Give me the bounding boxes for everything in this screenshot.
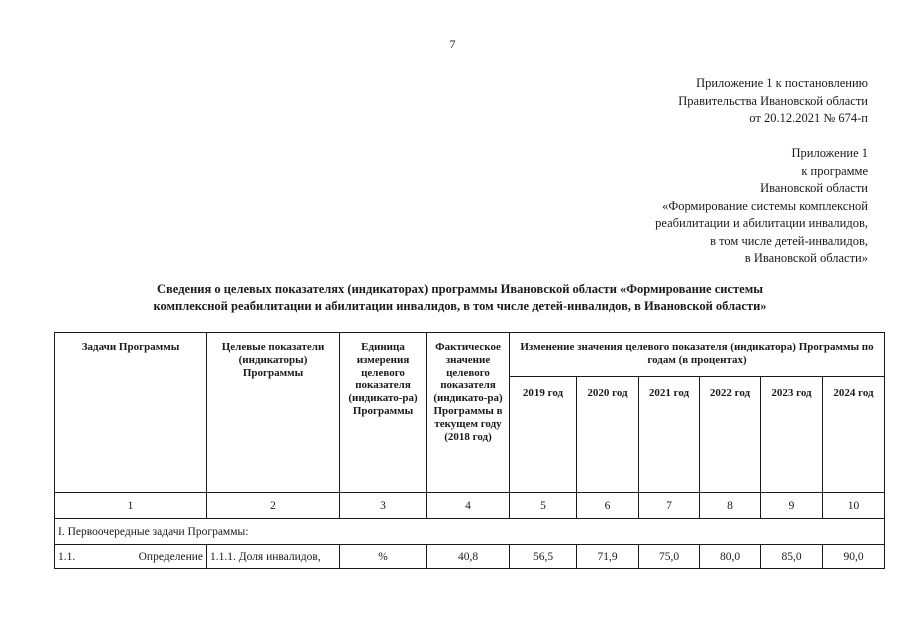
column-number: 6 (577, 493, 639, 519)
appendix-line: Приложение 1 (791, 146, 868, 160)
column-number: 7 (639, 493, 700, 519)
appendix-line: реабилитации и абилитации инвалидов, (655, 216, 868, 230)
year-value-cell: 90,0 (823, 545, 885, 569)
page-number: 7 (449, 37, 456, 51)
header-row (55, 333, 885, 377)
column-number: 2 (207, 493, 340, 519)
year-value-cell: 85,0 (761, 545, 823, 569)
header-year: 2020 год (577, 377, 639, 493)
appendix-to-resolution (678, 75, 868, 128)
title-line: комплексной реабилитации и абилитации инвалидов, в том числе детей-инвалидов, в Ивановской области» (153, 299, 767, 313)
appendix-line: от 20.12.2021 № 674-п (749, 111, 868, 125)
header-change-by-year: Изменение значения целевого показателя (индикатора) Программы по годам (в процентах) (510, 333, 885, 377)
header-year: 2022 год (700, 377, 761, 493)
task-number: 1.1. (58, 551, 76, 563)
header-actual-value: Фактическое значение целевого показателя (индикато-ра) Программы в текущем году (2018 год) (427, 333, 510, 493)
header-unit: Единица измерения целевого показателя (индикато-ра) Программы (340, 333, 427, 493)
column-number: 10 (823, 493, 885, 519)
task-text: Определение (138, 551, 203, 563)
title-line: Сведения о целевых показателях (индикаторах) программы Ивановской области «Формирование системы (157, 282, 763, 296)
indicator-cell: 1.1.1. Доля инвалидов, (207, 545, 340, 569)
column-number: 9 (761, 493, 823, 519)
year-value-cell: 80,0 (700, 545, 761, 569)
appendix-to-program (655, 145, 868, 268)
column-numbers-row (55, 493, 885, 519)
header-year: 2021 год (639, 377, 700, 493)
column-number: 8 (700, 493, 761, 519)
header-tasks: Задачи Программы (55, 333, 207, 493)
table-row (55, 545, 885, 569)
task-cell (55, 545, 207, 569)
header-year: 2023 год (761, 377, 823, 493)
section-row (55, 519, 885, 545)
appendix-line: «Формирование системы комплексной (662, 198, 868, 213)
appendix-line: к программе (801, 163, 868, 178)
appendix-line: Правительства Ивановской области (678, 93, 868, 108)
header-year: 2024 год (823, 377, 885, 493)
column-number: 5 (510, 493, 577, 519)
document-title (60, 281, 860, 315)
appendix-line: Ивановской области (760, 181, 868, 195)
indicators-table (54, 332, 885, 569)
unit-cell: % (340, 545, 427, 569)
column-number: 1 (55, 493, 207, 519)
appendix-line: в Ивановской области» (744, 251, 868, 265)
actual-value-cell: 40,8 (427, 545, 510, 569)
column-number: 4 (427, 493, 510, 519)
year-value-cell: 56,5 (510, 545, 577, 569)
year-value-cell: 71,9 (577, 545, 639, 569)
year-value-cell: 75,0 (639, 545, 700, 569)
appendix-line: в том числе детей-инвалидов, (710, 233, 868, 248)
column-number: 3 (340, 493, 427, 519)
header-year: 2019 год (510, 377, 577, 493)
appendix-line: Приложение 1 к постановлению (696, 76, 868, 90)
header-indicators: Целевые показатели (индикаторы) Программы (207, 333, 340, 493)
section-title: I. Первоочередные задачи Программы: (55, 519, 885, 545)
